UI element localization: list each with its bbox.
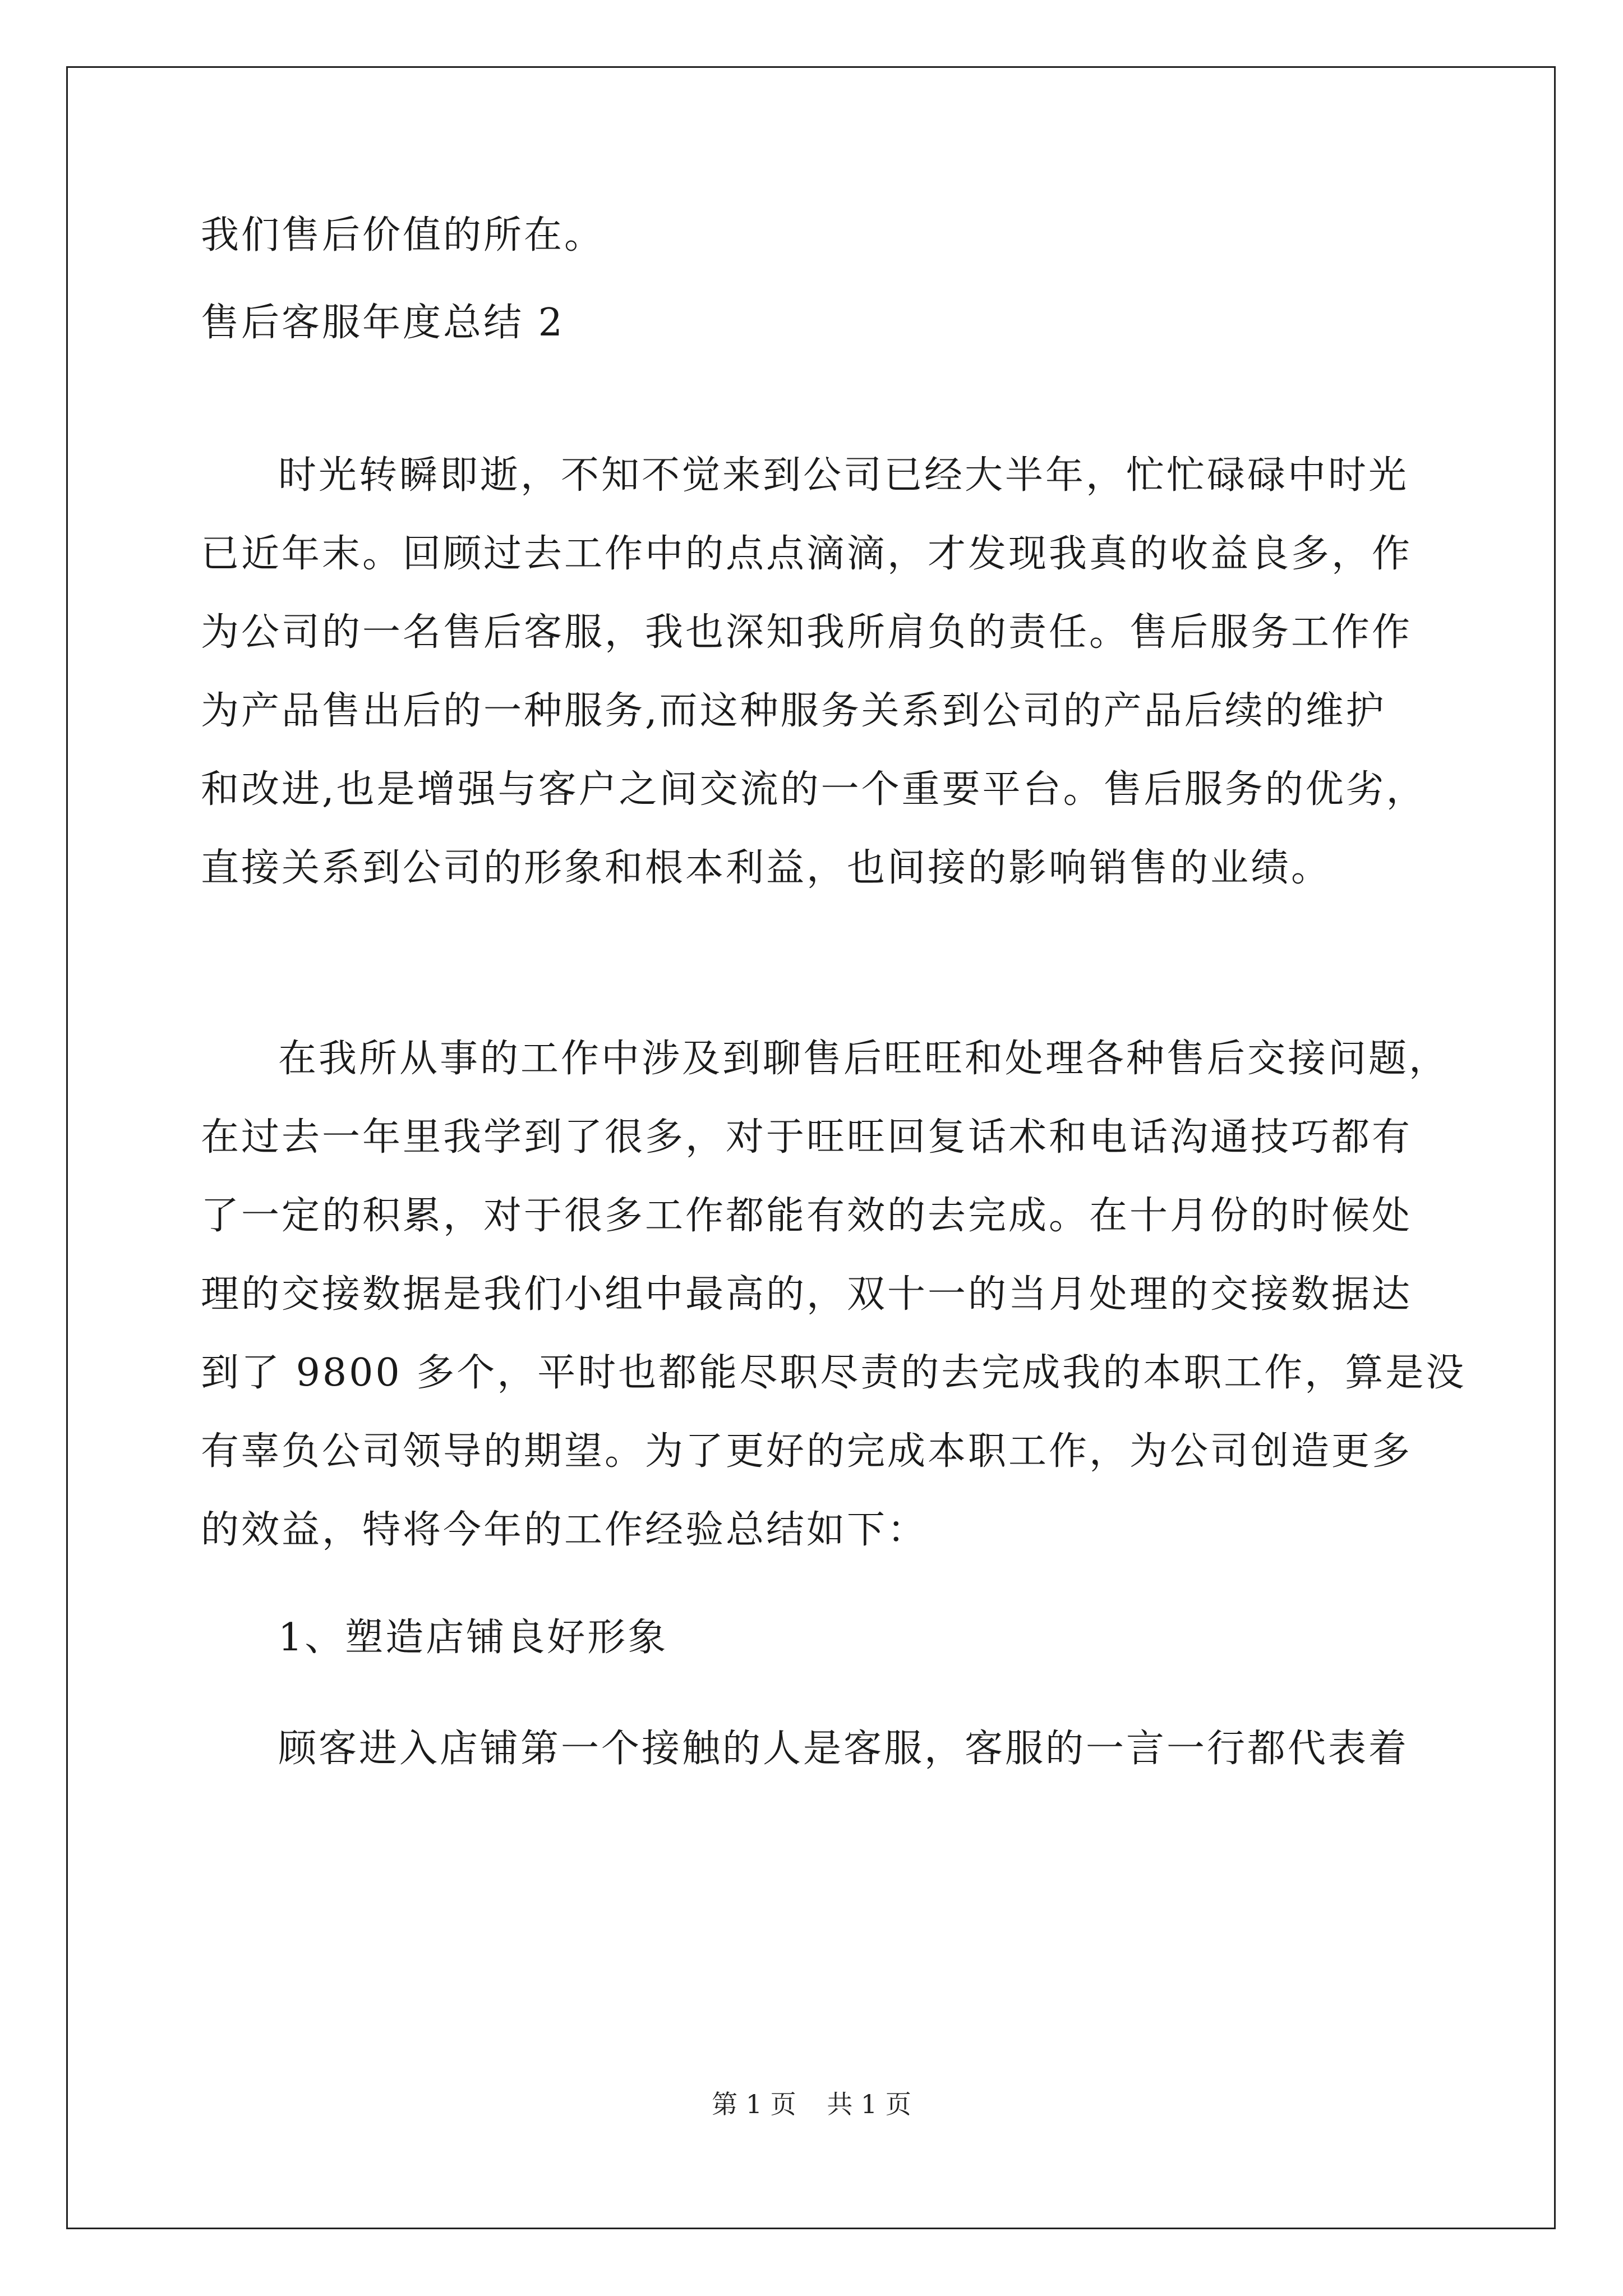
page-number: 第 1 页 (712, 2089, 796, 2119)
paragraph-line: 到了 9800 多个，平时也都能尽职尽责的去完成我的本职工作，算是没 (201, 1351, 1467, 1395)
paragraph-line: 和改进,也是增强与客户之间交流的一个重要平台。售后服务的优劣， (201, 767, 1427, 812)
page-total: 共 1 页 (827, 2089, 911, 2119)
section-heading: 售后客服年度总结 2 (201, 301, 565, 345)
paragraph-line: 为公司的一名售后客服，我也深知我所肩负的责任。售后服务工作作 (201, 610, 1413, 655)
paragraph-line: 已近年末。回顾过去工作中的点点滴滴，才发现我真的收益良多，作 (201, 532, 1413, 576)
page-footer (0, 2088, 1623, 2120)
paragraph-line: 有辜负公司领导的期望。为了更好的完成本职工作，为公司创造更多 (201, 1429, 1413, 1474)
paragraph-line: 直接关系到公司的形象和根本利益，也间接的影响销售的业绩。 (201, 846, 1332, 890)
paragraph-line: 时光转瞬即逝，不知不觉来到公司已经大半年，忙忙碌碌中时光 (278, 453, 1409, 498)
paragraph-line: 的效益，特将今年的工作经验总结如下： (201, 1508, 928, 1552)
paragraph-line: 在过去一年里我学到了很多，对于旺旺回复话术和电话沟通技巧都有 (201, 1115, 1413, 1159)
paragraph-line: 了一定的积累，对于很多工作都能有效的去完成。在十月份的时候处 (201, 1194, 1413, 1238)
paragraph-line: 在我所从事的工作中涉及到聊售后旺旺和处理各种售后交接问题， (278, 1037, 1450, 1081)
list-heading: 1、塑造店铺良好形象 (278, 1616, 668, 1660)
paragraph-line: 为产品售出后的一种服务,而这种服务关系到公司的产品后续的维护 (201, 689, 1386, 733)
text-line: 我们售后价值的所在。 (201, 213, 605, 257)
paragraph-line: 理的交接数据是我们小组中最高的，双十一的当月处理的交接数据达 (201, 1272, 1413, 1317)
paragraph-line: 顾客进入店铺第一个接触的人是客服，客服的一言一行都代表着 (278, 1727, 1409, 1771)
